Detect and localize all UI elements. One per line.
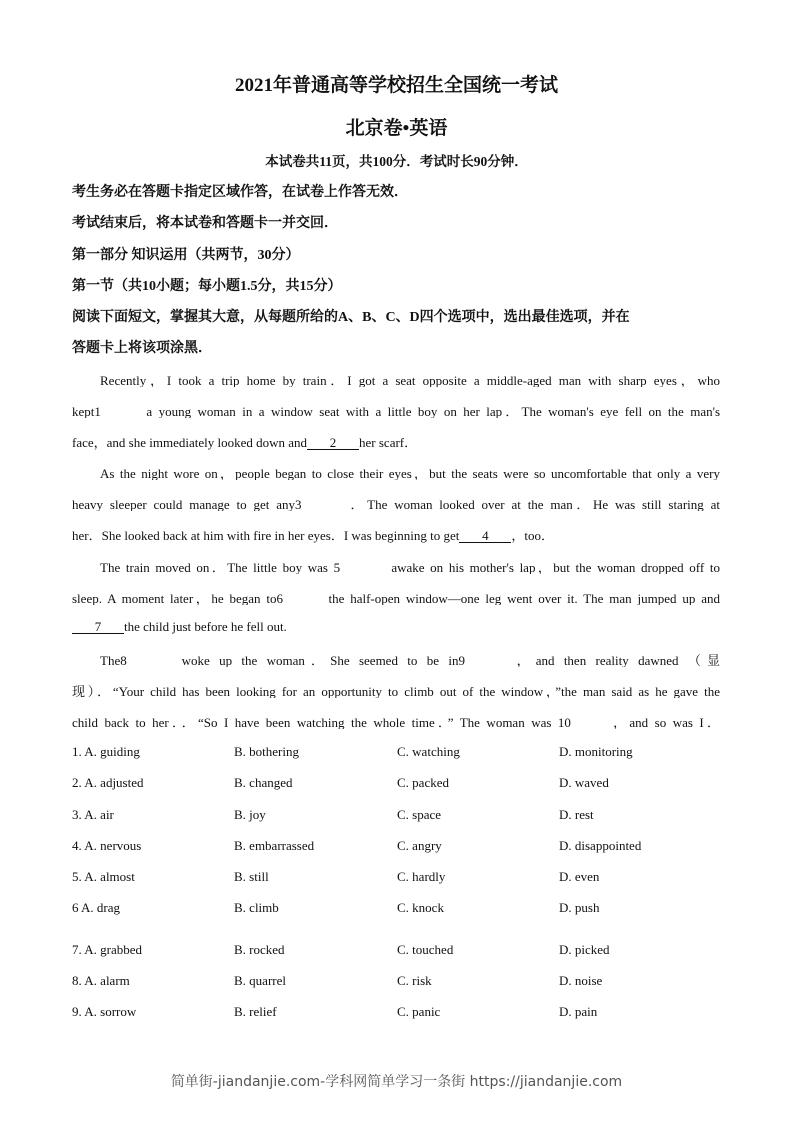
passage-text: child back to her．．“So I have been watching the whole time．” The woman was	[72, 715, 558, 729]
option-8-B: B. quarrel	[234, 973, 286, 988]
passage-line	[72, 650, 720, 667]
option-9-C: C. panic	[397, 1004, 441, 1019]
blank-4: 4	[459, 530, 511, 543]
passage-text: the child just before he fell out.	[124, 619, 287, 634]
passage-text: As the night wore on，people began to close their eyes，but the seats were so uncomfortable that only a very	[100, 466, 720, 480]
blank-2: 2	[307, 437, 359, 450]
passage-text: awake on his mother's lap，but the woman dropped off to	[385, 560, 720, 574]
passage-text: The	[100, 653, 121, 667]
passage-line	[72, 525, 720, 544]
passage-text: kept	[72, 404, 95, 418]
passage-text: a young woman in a window seat with a little boy on her lap．The woman's eye fell on the man's	[146, 404, 720, 418]
option-2-D: D. waved	[559, 775, 609, 790]
blank-3: 3	[295, 499, 347, 511]
option-8-D: D. noise	[559, 973, 603, 988]
option-9-B: B. relief	[234, 1004, 277, 1019]
option-3-A: 3. A. air	[72, 807, 114, 822]
option-5-C: C. hardly	[397, 869, 446, 884]
passage-text: her scarf．	[359, 435, 418, 450]
option-4-D: D. disappointed	[559, 838, 642, 853]
passage-text: the half-open window—one leg went over it. The man jumped up and	[328, 591, 720, 605]
passage-text: ，and so was I．	[609, 715, 720, 729]
passage-line	[72, 432, 720, 451]
footer-watermark: 简单街-jiandanjie.com-学科网简单学习一条街 https://jiandanjie.com	[170, 1074, 623, 1090]
option-9-D: D. pain	[559, 1004, 598, 1019]
option-1-B: B. bothering	[234, 744, 299, 759]
option-2-C: C. packed	[397, 775, 449, 790]
passage-line	[72, 712, 720, 729]
passage-line	[72, 463, 720, 480]
option-1-A: 1. A. guiding	[72, 744, 140, 759]
option-3-C: C. space	[397, 807, 442, 822]
option-4-C: C. angry	[397, 838, 442, 853]
passage-text: Recently，I took a trip home by train．I got a seat opposite a middle-aged man with sharp eyes，who	[100, 373, 720, 387]
option-2-A: 2. A. adjusted	[72, 775, 144, 790]
passage-line	[72, 557, 720, 574]
passage-text: sleep. A moment later，he began to	[72, 591, 277, 605]
passage-line	[72, 681, 720, 698]
passage-text: ，too．	[511, 528, 554, 543]
option-6-A: 6 A. drag	[72, 900, 121, 915]
blank-9: 9	[459, 655, 511, 667]
option-4-A: 4. A. nervous	[72, 838, 142, 853]
passage-line	[72, 494, 720, 511]
option-8-C: C. risk	[397, 973, 432, 988]
option-7-D: D. picked	[559, 942, 610, 957]
part-heading: 第一部分 知识运用（共两节，30分）	[72, 248, 300, 263]
instruction-line-1: 阅读下面短文，掌握其大意，从每题所给的A、B、C、D四个选项中，选出最佳选项，并在	[72, 310, 630, 325]
passage-text: woke up the woman．She seemed to be in	[172, 653, 459, 667]
blank-7: 7	[72, 621, 124, 634]
blank-10: 10	[558, 717, 610, 729]
blank-1: 1	[94, 406, 146, 418]
option-7-A: 7. A. grabbed	[72, 942, 143, 957]
exam-title: 2021年普通高等学校招生全国统一考试	[234, 75, 558, 96]
passage-text: ．The woman looked over at the man．He was still staring at	[346, 497, 720, 511]
option-6-B: B. climb	[234, 900, 279, 915]
exam-subtitle: 北京卷•英语	[345, 118, 448, 139]
option-1-D: D. monitoring	[559, 744, 633, 759]
note-1: 考生务必在答题卡指定区域作答，在试卷上作答无效．	[72, 185, 408, 200]
option-7-C: C. touched	[397, 942, 454, 957]
passage-text: her．She looked back at him with fire in her eyes．I was beginning to get	[72, 528, 460, 543]
passage-text: heavy sleeper could manage to get any	[72, 497, 295, 511]
option-6-D: D. push	[559, 900, 600, 915]
option-7-B: B. rocked	[234, 942, 285, 957]
blank-6: 6	[276, 593, 328, 605]
note-2: 考试结束后，将本试卷和答题卡一并交回．	[72, 216, 338, 231]
exam-info: 本试卷共11页，共100分．考试时长90分钟．	[265, 154, 528, 169]
option-4-B: B. embarrassed	[234, 838, 315, 853]
option-5-A: 5. A. almost	[72, 869, 135, 884]
option-3-D: D. rest	[559, 807, 594, 822]
option-1-C: C. watching	[397, 744, 460, 759]
passage-line	[72, 619, 720, 635]
option-3-B: B. joy	[234, 807, 266, 822]
passage-line	[72, 588, 720, 605]
passage-line	[72, 370, 720, 387]
passage-text: The train moved on．The little boy was	[100, 560, 334, 574]
option-5-B: B. still	[234, 869, 269, 884]
passage-text: 现）．“Your child has been looking for an opportunity to climb out of the window，”the man said as he gave the	[72, 684, 720, 698]
option-6-C: C. knock	[397, 900, 444, 915]
passage-line	[72, 401, 720, 418]
blank-8: 8	[120, 655, 172, 667]
blank-5: 5	[334, 562, 386, 574]
option-9-A: 9. A. sorrow	[72, 1004, 137, 1019]
section-heading: 第一节（共10小题；每小题1.5分，共15分）	[72, 279, 342, 294]
option-8-A: 8. A. alarm	[72, 973, 130, 988]
passage-text: face，and she immediately looked down and	[72, 435, 308, 450]
instruction-line-2: 答题卡上将该项涂黑．	[72, 341, 212, 356]
option-2-B: B. changed	[234, 775, 293, 790]
option-5-D: D. even	[559, 869, 600, 884]
passage-text: ，and then reality dawned （显	[510, 653, 720, 667]
